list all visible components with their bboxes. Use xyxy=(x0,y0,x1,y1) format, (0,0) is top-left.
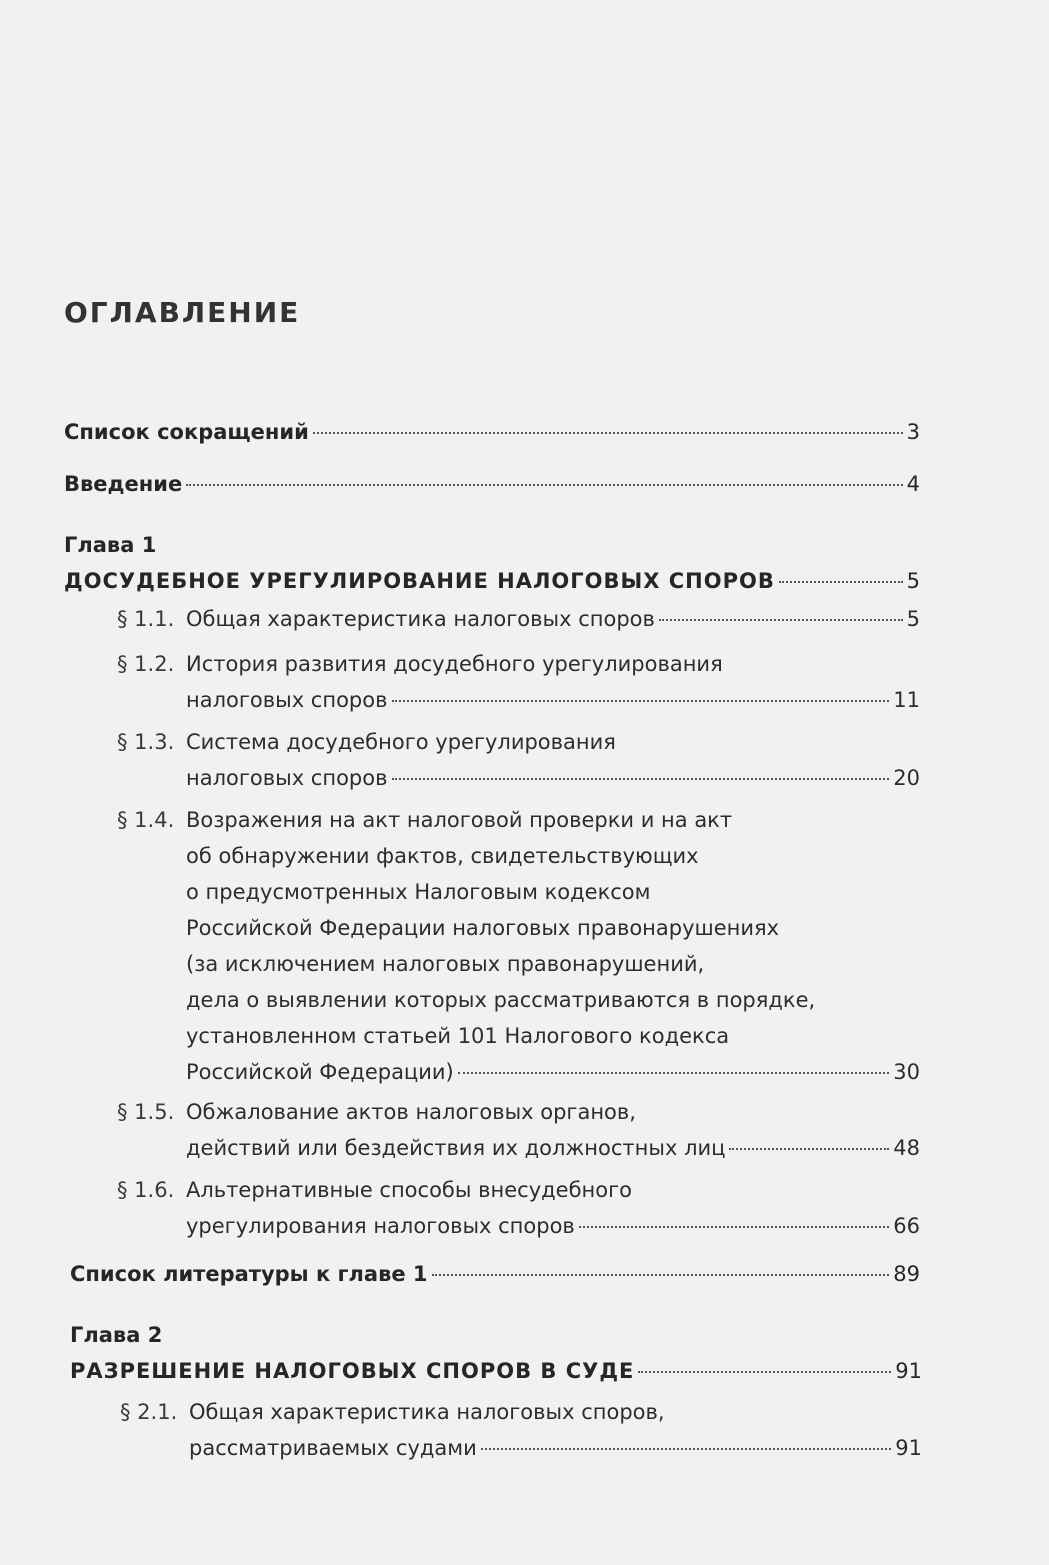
section-number: § 1.1. xyxy=(117,607,175,631)
toc-section-1-3[interactable] xyxy=(186,724,920,796)
dot-leader xyxy=(432,1274,890,1276)
page-number: 20 xyxy=(893,766,920,790)
chapter-title: РАЗРЕШЕНИЕ НАЛОГОВЫХ СПОРОВ В СУДЕ xyxy=(70,1359,635,1383)
toc-entry-literature-ch1[interactable] xyxy=(70,1256,920,1292)
section-title-line: Российской Федерации налоговых правонарушениях xyxy=(186,916,780,940)
dot-leader xyxy=(392,700,890,702)
page-number: 11 xyxy=(893,688,920,712)
section-title-line: Возражения на акт налоговой проверки и на акт xyxy=(186,808,733,832)
section-number: § 1.5. xyxy=(117,1100,175,1124)
toc-chapter-1[interactable] xyxy=(64,527,920,599)
chapter-label: Глава 1 xyxy=(64,533,157,557)
section-title-line: установленном статьей 101 Налогового кодекса xyxy=(186,1024,730,1048)
dot-leader xyxy=(638,1371,891,1373)
page-number: 4 xyxy=(906,472,920,496)
toc-entry-abbreviations[interactable] xyxy=(64,414,920,450)
page-number: 89 xyxy=(893,1262,920,1286)
page-number: 66 xyxy=(893,1214,920,1238)
dot-leader xyxy=(779,581,903,583)
section-title-line: Общая характеристика налоговых споров, xyxy=(189,1400,665,1424)
dot-leader xyxy=(186,484,902,486)
section-title-line: (за исключением налоговых правонарушений, xyxy=(186,952,705,976)
dot-leader xyxy=(579,1226,889,1228)
section-title-line: о предусмотренных Налоговым кодексом xyxy=(186,880,651,904)
page-number: 91 xyxy=(895,1436,922,1460)
page-number: 91 xyxy=(895,1359,922,1383)
section-title-line: Российской Федерации) xyxy=(186,1060,454,1084)
dot-leader xyxy=(392,778,890,780)
section-title-line: налоговых споров xyxy=(186,766,388,790)
dot-leader xyxy=(729,1148,889,1150)
toc-chapter-2[interactable] xyxy=(70,1317,922,1389)
dot-leader xyxy=(481,1448,892,1450)
section-title-line: действий или бездействия их должностных лиц xyxy=(186,1136,726,1160)
toc-section-1-1[interactable] xyxy=(186,601,920,637)
chapter-title: ДОСУДЕБНОЕ УРЕГУЛИРОВАНИЕ НАЛОГОВЫХ СПОРОВ xyxy=(64,569,775,593)
toc-section-1-6[interactable] xyxy=(186,1172,920,1244)
dot-leader xyxy=(313,432,903,434)
section-title-line: История развития досудебного урегулирования xyxy=(186,652,723,676)
chapter-label: Глава 2 xyxy=(70,1323,163,1347)
section-number: § 1.2. xyxy=(117,652,175,676)
dot-leader xyxy=(659,619,903,621)
section-number: § 1.3. xyxy=(117,730,175,754)
toc-entry-introduction[interactable] xyxy=(64,466,920,502)
dot-leader xyxy=(458,1072,890,1074)
section-title-line: налоговых споров xyxy=(186,688,388,712)
section-title-line: об обнаружении фактов, свидетельствующих xyxy=(186,844,699,868)
page-title: ОГЛАВЛЕНИЕ xyxy=(64,296,301,329)
toc-section-1-5[interactable] xyxy=(186,1094,920,1166)
entry-title: Введение xyxy=(64,472,183,496)
section-title-line: рассматриваемых судами xyxy=(189,1436,477,1460)
page-number: 48 xyxy=(893,1136,920,1160)
page-number: 3 xyxy=(906,420,920,444)
toc-section-1-4[interactable] xyxy=(186,802,920,1090)
page-number: 5 xyxy=(906,607,920,631)
section-number: § 1.4. xyxy=(117,808,175,832)
section-title-line: Альтернативные способы внесудебного xyxy=(186,1178,632,1202)
page-number: 5 xyxy=(906,569,920,593)
section-number: § 2.1. xyxy=(120,1400,178,1424)
toc-section-2-1[interactable] xyxy=(189,1394,922,1466)
entry-title: Список литературы к главе 1 xyxy=(70,1262,428,1286)
section-title-line: урегулирования налоговых споров xyxy=(186,1214,575,1238)
section-title-line: Обжалование актов налоговых органов, xyxy=(186,1100,636,1124)
toc-section-1-2[interactable] xyxy=(186,646,920,718)
entry-title: Список сокращений xyxy=(64,420,309,444)
section-title-line: дела о выявлении которых рассматриваются в порядке, xyxy=(186,988,816,1012)
page-number: 30 xyxy=(893,1060,920,1084)
section-number: § 1.6. xyxy=(117,1178,175,1202)
section-title: Общая характеристика налоговых споров xyxy=(186,607,655,631)
section-title-line: Система досудебного урегулирования xyxy=(186,730,616,754)
